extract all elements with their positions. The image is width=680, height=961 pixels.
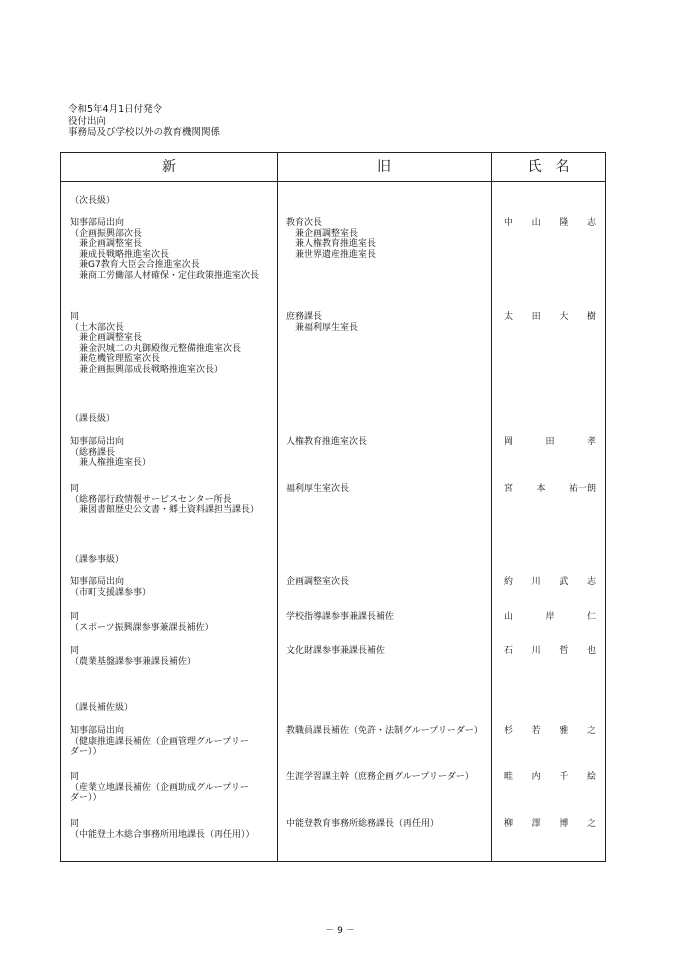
new-position: 同 （農業基盤課参事兼課長補佐） bbox=[70, 646, 197, 667]
section-label: （課参事級） bbox=[70, 555, 125, 565]
old-position: 福利厚生室次長 bbox=[286, 484, 350, 494]
person-name: 約 川 武 志 bbox=[504, 577, 596, 587]
person-name: 畦 内 千 絵 bbox=[504, 772, 596, 782]
new-position: 同 （総務部行政情報サービスセンター所長 兼図書館歴史公文書・郷土資料課担当課長） bbox=[70, 484, 260, 516]
person-name: 中 山 隆 志 bbox=[504, 218, 596, 228]
person-name: 柳 澤 博 之 bbox=[504, 819, 596, 829]
new-position: 知事部局出向 （企画振興部次長 兼企画調整室長 兼成長戦略推進室次長 兼G7教育大臣会合推進室次長 兼商工労働部人材確保・定住政策推進室次長 bbox=[70, 218, 260, 281]
old-position: 庶務課長 兼福利厚生室長 bbox=[286, 312, 359, 333]
column-header-new: 新 bbox=[162, 159, 176, 175]
new-position: 同 （スポーツ振興課参事兼課長補佐） bbox=[70, 612, 214, 633]
new-position: 同 （中能登土木総合事務所用地課長（再任用）） bbox=[70, 819, 255, 840]
column-header-old: 旧 bbox=[377, 159, 391, 175]
old-position: 教育次長 兼企画調整室長 兼人権教育推進室長 兼世界遺産推進室長 bbox=[286, 218, 377, 260]
section-label: （課長補佐級） bbox=[70, 703, 134, 713]
person-name: 宮 本 祐一朗 bbox=[504, 484, 596, 494]
person-name: 石 川 哲 也 bbox=[504, 646, 596, 656]
column-divider bbox=[491, 153, 492, 861]
old-position: 教職員課長補佐（免許・法制グループリーダー） bbox=[286, 726, 483, 736]
column-header-name: 氏 名 bbox=[527, 159, 570, 175]
section-label: （課長級） bbox=[70, 414, 116, 424]
header-divider bbox=[61, 181, 605, 182]
old-position: 中能登教育事務所総務課長（再任用） bbox=[286, 819, 440, 829]
section-label: （次長級） bbox=[70, 196, 116, 206]
new-position: 同 （産業立地課長補佐（企画助成グループリー ダー）） bbox=[70, 772, 249, 804]
new-position: 同 （土木部次長 兼企画調整室長 兼金沢城二の丸御殿復元整備推進室次長 兼危機管理監室次長 兼企画振興部成長戦略推進室次長） bbox=[70, 312, 242, 375]
old-position: 文化財課参事兼課長補佐 bbox=[286, 646, 386, 656]
person-name: 山 岸 仁 bbox=[504, 612, 596, 622]
header-scope: 事務局及び学校以外の教育機関関係 bbox=[68, 127, 221, 138]
old-position: 人権教育推進室次長 bbox=[286, 437, 368, 447]
page-number: － 9 － bbox=[325, 926, 355, 936]
person-name: 太 田 大 樹 bbox=[504, 312, 596, 322]
header-date: 令和5年4月1日付発令 bbox=[68, 104, 163, 115]
person-name: 杉 若 雅 之 bbox=[504, 726, 596, 736]
new-position: 知事部局出向 （健康推進課長補佐（企画管理グループリー ダー）） bbox=[70, 726, 249, 758]
column-divider bbox=[277, 153, 278, 861]
header-type: 役付出向 bbox=[68, 115, 107, 127]
old-position: 学校指導課参事兼課長補佐 bbox=[286, 612, 395, 622]
new-position: 知事部局出向 （市町支援課参事） bbox=[70, 577, 152, 598]
new-position: 知事部局出向 （総務課長 兼人権推進室長） bbox=[70, 437, 152, 469]
document-header bbox=[68, 104, 220, 139]
old-position: 企画調整室次長 bbox=[286, 577, 350, 587]
person-name: 岡 田 孝 bbox=[504, 437, 596, 447]
old-position: 生涯学習課主幹（庶務企画グループリーダー） bbox=[286, 772, 474, 782]
